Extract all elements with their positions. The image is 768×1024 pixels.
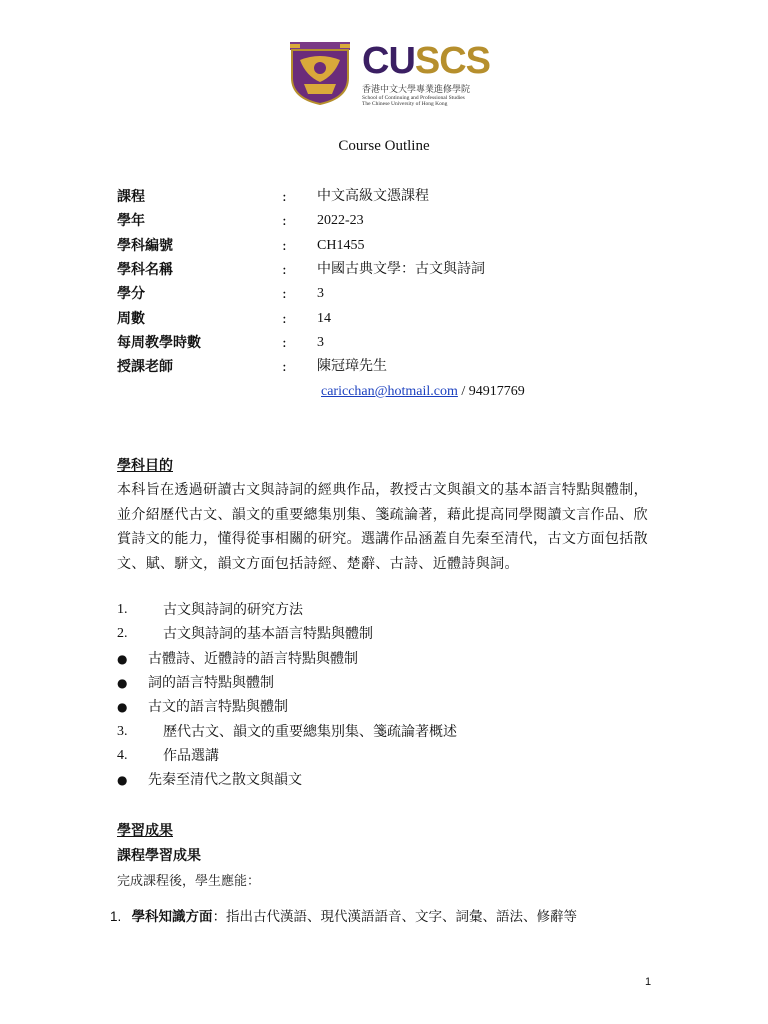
list-number: 4. [117,748,128,763]
outcomes-heading: 學習成果 [117,823,173,839]
info-separator: : [282,311,287,327]
info-label: 授課老師 [117,359,173,375]
cuscs-logo [362,42,490,107]
info-value: 中國古典文學：古文與詩詞 [317,262,485,277]
info-separator: : [282,189,287,205]
info-separator: : [282,335,287,351]
objectives-paragraph: 本科旨在透過研讀古文與詩詞的經典作品，教授古文與韻文的基本語言特點與體制，並介紹歷代古文、韻文的重要總集別集、箋疏論著，藉此提高同學閱讀文言作品、欣賞詩文的能力，懂得從事相關的研究。選講作品涵蓋自先秦至清代，古文方面包括散文、賦、駢文，韻文方面包括詩經、楚辭、古詩、近體詩與詞。 [117,482,648,572]
info-value: CH1455 [317,238,365,253]
logo-english-line1: School of Continuing and Professional Studies [362,95,465,101]
outcomes-intro: 完成課程後，學生應能： [117,874,261,889]
list-text: 詞的語言特點與體制 [148,675,274,691]
info-separator: : [282,213,287,229]
outcome-item [110,905,577,925]
info-label: 學科編號 [117,238,173,254]
list-text: 作品選講 [163,748,219,764]
info-separator: : [282,359,287,375]
info-label: 每周教學時數 [117,335,201,351]
objectives-heading: 學科目的 [117,458,173,474]
list-text: 歷代古文、韻文的重要總集別集、箋疏論著概述 [163,724,457,740]
list-text: 古體詩、近體詩的語言特點與體制 [148,651,358,667]
list-number: 3. [117,724,128,739]
bullet-icon: ● [117,773,128,787]
info-value: 中文高級文憑課程 [317,189,429,204]
logo-english-line2: The Chinese University of Hong Kong [362,101,448,107]
email-link[interactable]: caricchan@hotmail.com [321,384,458,399]
outcome-bold-label: 學科知識方面 [131,909,213,925]
info-label: 學科名稱 [117,262,173,278]
logo-chinese-name: 香港中文大學專業進修學院 [362,85,471,95]
logo-wordmark: CUSCS [362,40,491,82]
info-value: 14 [317,311,331,326]
list-number: 2. [117,626,128,641]
outcomes-subheading: 課程學習成果 [117,848,201,864]
info-value: 3 [317,335,324,350]
info-value: 陳冠璋先生 [317,359,387,374]
bullet-icon: ● [117,676,128,690]
info-value: 2022-23 [317,213,364,228]
bullet-icon: ● [117,652,128,666]
list-text: 古文與詩詞的研究方法 [163,602,303,618]
university-crest-logo [290,42,350,106]
info-label: 課程 [117,189,145,205]
list-text: 古文的語言特點與體制 [148,699,288,715]
list-number: 1. [117,602,128,617]
phone-number: / 94917769 [457,384,525,399]
info-label: 周數 [117,311,145,327]
page-number: 1 [645,976,652,988]
bullet-icon: ● [117,700,128,714]
list-text: 先秦至清代之散文與韻文 [148,772,302,788]
document-title: Course Outline [338,138,430,154]
info-separator: : [282,262,287,278]
info-label: 學年 [117,213,145,229]
info-separator: : [282,286,287,302]
outcome-number: 1. [110,909,122,924]
info-separator: : [282,238,287,254]
list-text: 古文與詩詞的基本語言特點與體制 [163,626,373,642]
info-label: 學分 [117,286,145,302]
outcome-text: ：指出古代漢語、現代漢語語音、文字、詞彙、語法、修辭等 [212,909,578,925]
info-value: 3 [317,286,324,301]
